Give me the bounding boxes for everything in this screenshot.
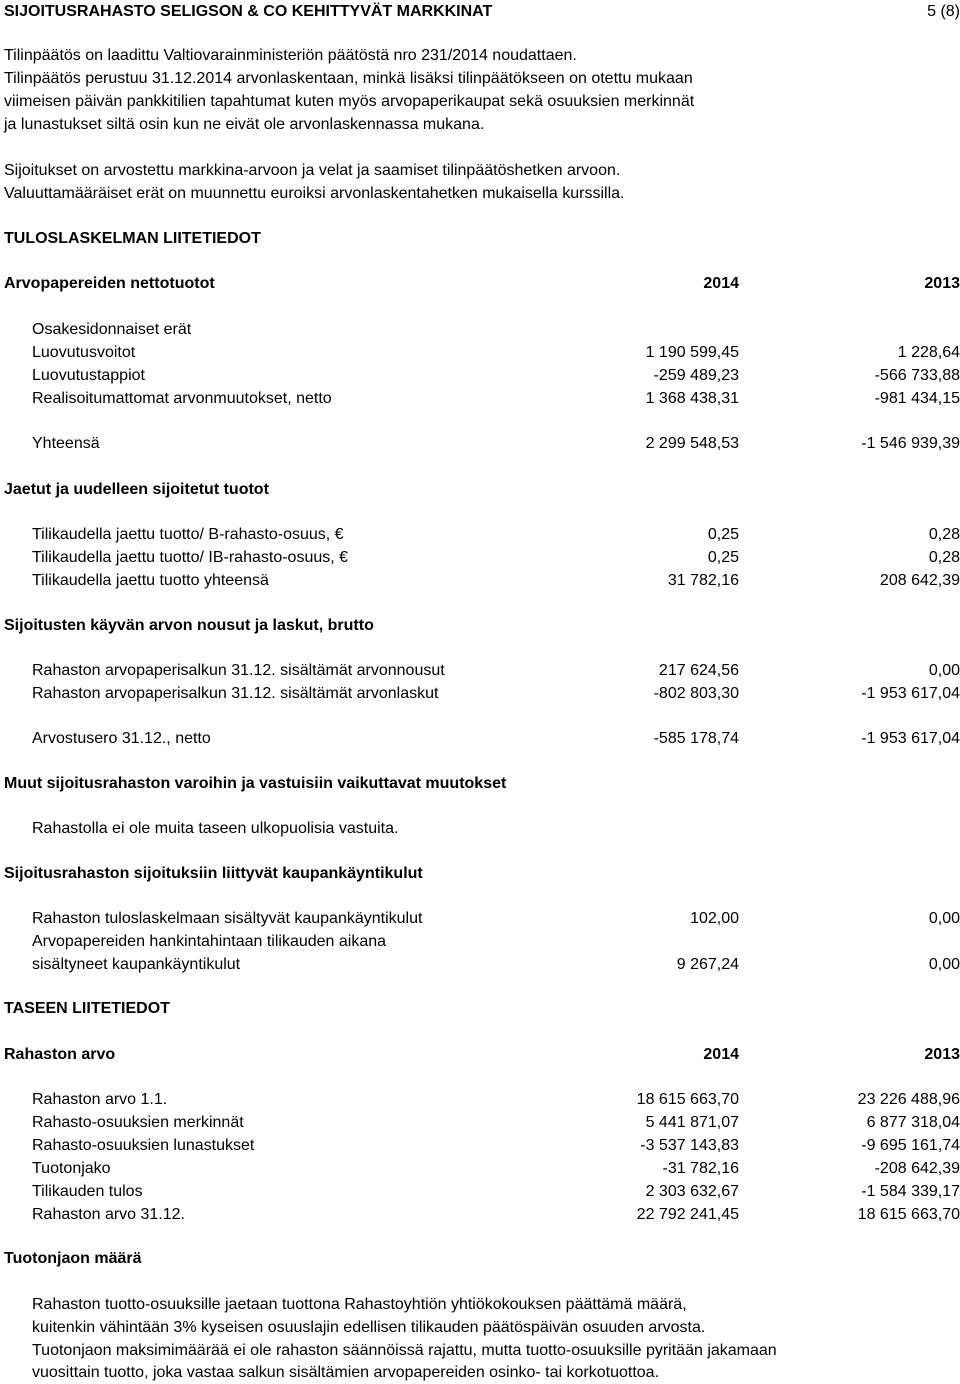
row-label: Rahaston arvo 31.12. [32, 1206, 185, 1223]
row-value-2014: 102,00 [690, 910, 739, 927]
row-value-2013: 208 642,39 [879, 572, 960, 589]
row-value-2014: 18 615 663,70 [636, 1091, 739, 1108]
row-label: Tilikaudella jaettu tuotto yhteensä [32, 572, 269, 589]
section-title-fair-value: Sijoitusten käyvän arvon nousut ja laskut, brutto [4, 617, 374, 634]
row-value-2013: 1 228,64 [897, 344, 960, 361]
income-statement-heading: TULOSLASKELMAN LIITETIEDOT [4, 230, 261, 247]
row-value-2013: 23 226 488,96 [857, 1091, 960, 1108]
row-value-2013: -1 584 339,17 [861, 1183, 960, 1200]
row-value-2014: 9 267,24 [676, 956, 739, 973]
row-value-2014: -802 803,30 [653, 685, 739, 702]
row-value-2013: -1 953 617,04 [861, 685, 960, 702]
section-title-distribution: Tuotonjaon määrä [4, 1250, 142, 1267]
intro-line: Valuuttamääräiset erät on muunnettu euroiksi arvonlaskentahetken mukaisella kurssilla. [4, 185, 625, 202]
section-title-trading-costs: Sijoitusrahaston sijoituksiin liittyvät kaupankäyntikulut [4, 865, 423, 882]
row-value-2013: -566 733,88 [874, 367, 960, 384]
intro-line: Tilinpäätös perustuu 31.12.2014 arvonlaskentaan, minkä lisäksi tilinpäätökseen on otettu mukaan [4, 70, 693, 87]
row-value-2013: -981 434,15 [874, 390, 960, 407]
page-number: 5 (8) [927, 3, 960, 20]
row-label: Rahaston arvo 1.1. [32, 1091, 168, 1108]
row-value-2013: 0,00 [928, 910, 960, 927]
row-value-2013: 18 615 663,70 [857, 1206, 960, 1223]
row-value-2014: 31 782,16 [667, 572, 739, 589]
row-value-2014: 2 303 632,67 [645, 1183, 739, 1200]
total-label: Arvostusero 31.12., netto [32, 730, 211, 747]
distribution-line: Tuotonjaon maksimimäärää ei ole rahaston säännöissä rajattu, mutta tuotto-osuuksille pyritään jakamaan [32, 1342, 777, 1359]
row-label: Luovutustappiot [32, 367, 145, 384]
row-value-2014: -3 537 143,83 [640, 1137, 739, 1154]
intro-line: viimeisen päivän pankkitilien tapahtumat kuten myös arvopaperikaupat sekä osuuksien merkinnät [4, 93, 695, 110]
total-value-2013: -1 546 939,39 [861, 435, 960, 452]
intro-line: ja lunastukset siltä osin kun ne eivät ole arvonlaskennassa mukana. [4, 116, 485, 133]
row-label: Arvopapereiden hankintahintaan tilikauden aikana [32, 933, 387, 950]
row-label: Rahaston tuloslaskelmaan sisältyvät kaupankäyntikulut [32, 910, 423, 927]
intro-line: Tilinpäätös on laadittu Valtiovarainministeriön päätöstä nro 231/2014 noudattaen. [4, 47, 577, 64]
year-header-2013: 2013 [924, 1046, 960, 1063]
row-value-2014: -31 782,16 [662, 1160, 739, 1177]
row-value-2013: 0,00 [928, 956, 960, 973]
row-label: Tilikauden tulos [32, 1183, 143, 1200]
total-value-2014: 2 299 548,53 [645, 435, 739, 452]
row-value-2014: 1 190 599,45 [645, 344, 739, 361]
row-value-2014: 0,25 [707, 526, 739, 543]
intro-line: Sijoitukset on arvostettu markkina-arvoon ja velat ja saamiset tilinpäätöshetken arvoon. [4, 162, 621, 179]
row-value-2014: 217 624,56 [658, 662, 739, 679]
year-header-2013: 2013 [924, 275, 960, 292]
row-value-2013: 0,00 [928, 662, 960, 679]
section-title-distributed: Jaetut ja uudelleen sijoitetut tuotot [4, 481, 269, 498]
document-title: SIJOITUSRAHASTO SELIGSON & CO KEHITTYVÄT MARKKINAT [4, 3, 493, 20]
year-header-2014: 2014 [703, 275, 739, 292]
total-label: Yhteensä [32, 435, 100, 452]
total-value-2014: -585 178,74 [653, 730, 739, 747]
distribution-line: kuitenkin vähintään 3% kyseisen osuuslajin edellisen tilikauden päätöspäivän osuuden arvosta. [32, 1319, 706, 1336]
row-label: Rahasto-osuuksien lunastukset [32, 1137, 255, 1154]
subtitle-equity-items: Osakesidonnaiset erät [32, 321, 192, 338]
row-label: Luovutusvoitot [32, 344, 136, 361]
row-label: Realisoitumattomat arvonmuutokset, netto [32, 390, 332, 407]
row-label: Tilikaudella jaettu tuotto/ B-rahasto-osuus, € [32, 526, 344, 543]
row-value-2013: -208 642,39 [874, 1160, 960, 1177]
section-title-net-returns: Arvopapereiden nettotuotot [4, 275, 215, 292]
row-label: Rahasto-osuuksien merkinnät [32, 1114, 244, 1131]
row-value-2014: 5 441 871,07 [645, 1114, 739, 1131]
row-value-2013: 6 877 318,04 [866, 1114, 960, 1131]
row-label: Rahaston arvopaperisalkun 31.12. sisältämät arvonlaskut [32, 685, 439, 702]
balance-sheet-heading: TASEEN LIITETIEDOT [4, 1000, 170, 1017]
total-value-2013: -1 953 617,04 [861, 730, 960, 747]
row-value-2013: -9 695 161,74 [861, 1137, 960, 1154]
year-header-2014: 2014 [703, 1046, 739, 1063]
distribution-line: vuosittain tuotto, joka vastaa salkun sisältämien arvopapereiden osinko- tai korkotuottoa. [32, 1364, 660, 1381]
other-changes-text: Rahastolla ei ole muita taseen ulkopuolisia vastuita. [32, 820, 399, 837]
section-title-fund-value: Rahaston arvo [4, 1046, 116, 1063]
row-value-2014: 0,25 [707, 549, 739, 566]
row-value-2014: -259 489,23 [653, 367, 739, 384]
row-value-2013: 0,28 [928, 526, 960, 543]
section-title-other-changes: Muut sijoitusrahaston varoihin ja vastuisiin vaikuttavat muutokset [4, 775, 507, 792]
row-label: sisältyneet kaupankäyntikulut [32, 956, 241, 973]
row-label: Rahaston arvopaperisalkun 31.12. sisältämät arvonnousut [32, 662, 445, 679]
row-value-2014: 1 368 438,31 [645, 390, 739, 407]
row-value-2014: 22 792 241,45 [636, 1206, 739, 1223]
row-label: Tuotonjako [32, 1160, 111, 1177]
row-value-2013: 0,28 [928, 549, 960, 566]
distribution-line: Rahaston tuotto-osuuksille jaetaan tuottona Rahastoyhtiön yhtiökokouksen päättämä määrä, [32, 1296, 687, 1313]
row-label: Tilikaudella jaettu tuotto/ IB-rahasto-osuus, € [32, 549, 349, 566]
